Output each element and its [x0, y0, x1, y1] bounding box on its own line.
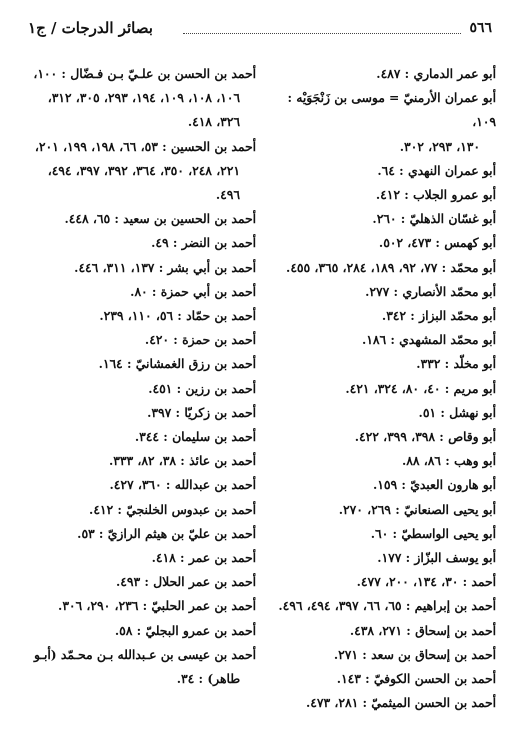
index-entry-text: أحمد بن إسحاق بن سعد : ٢٧١. [333, 646, 496, 662]
index-entry-text: أحمد بن حمّاد : ٥٦، ١١٠، ٢٣٩. [99, 308, 256, 324]
index-entry-text: أحمد بن الحسين بن سعيد : ٦٥، ٤٤٨. [64, 211, 256, 227]
index-entry-text: أحمد بن أبي حمزة : ٨٠. [130, 283, 256, 299]
index-entry-text: أحمد بن رزين : ٤٥١. [148, 380, 256, 396]
index-entry [20, 256, 256, 280]
page-header [28, 14, 492, 42]
index-entry [20, 570, 256, 594]
index-entry [20, 449, 256, 473]
index-entry-text: أحمد بن إبراهيم : ٦٥، ٦٦، ٣٩٧، ٤٩٤، ٤٩٦. [278, 598, 496, 614]
index-entry [260, 401, 496, 425]
index-entry [20, 546, 256, 570]
index-entry [260, 183, 496, 207]
index-entry [260, 667, 496, 691]
index-entry-text: أبو مريم : ٤٠، ٨٠، ٣٢٤، ٤٢١. [345, 380, 496, 396]
index-entry-text: أبو غسّان الذهليّ : ٢٦٠. [372, 211, 496, 227]
index-entry-text: أحمد بن زكريّا : ٣٩٧. [147, 404, 256, 420]
index-entry-text: أحمد بن سليمان : ٣٤٤. [134, 429, 256, 445]
index-entry [260, 280, 496, 304]
index-entry-text: أحمد بن النضر : ٤٩. [151, 235, 256, 251]
book-title: بصائر الدرجات / ج١ [28, 19, 153, 37]
index-entry [20, 522, 256, 546]
index-entry [260, 231, 496, 255]
index-column-right [260, 62, 496, 715]
index-entry [260, 546, 496, 570]
index-entry-text: أبو عمران النهدي : ٦٤. [377, 162, 496, 178]
index-entry-text: أحمد بن إسحاق : ٢٧١، ٤٣٨. [349, 622, 496, 638]
index-entry [20, 377, 256, 401]
index-entry-text: أبو وهب : ٨٦، ٨٨. [401, 453, 496, 469]
index-entry [20, 135, 256, 208]
index-entry [260, 691, 496, 715]
index-entry-text: أبو هارون العبديّ : ١٥٩. [373, 477, 496, 493]
index-entry-continuation: ١٠٦، ١٠٨، ١٠٩، ١٩٤، ٢٩٣، ٣٠٥، ٣١٢، [47, 90, 240, 106]
index-entry-text: أحمد بن عمرو البجليّ : ٥٨. [114, 622, 256, 638]
index-entry-text: أبو محمّد المشهدي : ١٨٦. [361, 332, 496, 348]
index-entry-continuation: ٣٢٦، ٤١٨. [187, 114, 240, 130]
index-entry-text: أبو نهشل : ٥١. [418, 404, 496, 420]
index-entry [260, 207, 496, 231]
index-entry [260, 86, 496, 159]
index-entry [260, 425, 496, 449]
index-entry [260, 619, 496, 643]
index-entry [260, 643, 496, 667]
index-column-left [20, 62, 256, 691]
index-entry [260, 159, 496, 183]
index-entry [260, 473, 496, 497]
index-entry-continuation: ١٣٠، ٢٩٣، ٣٠٢. [399, 138, 480, 154]
index-entry-text: أبو عمر الدماري : ٤٨٧. [376, 66, 496, 81]
index-entry [20, 643, 256, 691]
index-entry [260, 594, 496, 618]
index-entry-text: أبو مخلّد : ٣٣٢. [416, 356, 496, 372]
index-entry-text: أحمد بن عبدالله : ٣٦٠، ٤٢٧. [109, 477, 256, 493]
index-entry-text: أحمد بن أبي بشر : ١٣٧، ٣١١، ٤٤٦. [74, 259, 256, 275]
index-entry [20, 425, 256, 449]
index-entry-text: أبو عمران الأرمنيّ = موسى بن زَنْجَوَيْه : ١٠٩، [287, 90, 496, 130]
index-entry-text: أبو محمّد : ٧٧، ٩٢، ١٨٩، ٢٨٤، ٣٦٥، ٤٥٥. [286, 259, 496, 275]
index-entry-text: أحمد بن عمر الحلال : ٤٩٣. [115, 574, 256, 590]
index-entry-text: أحمد بن الحسين : ٥٣، ٦٦، ١٩٨، ١٩٩، ٢٠١، [34, 138, 256, 154]
index-entry-continuation: ٤٩٦. [215, 187, 240, 203]
index-entry [260, 498, 496, 522]
index-entry [20, 594, 256, 618]
index-entry-text: أبو عمرو الجلاب : ٤١٢. [375, 187, 496, 203]
index-entry-text: أحمد بن الحسن الميثميّ : ٢٨١، ٤٧٣. [306, 695, 496, 711]
index-entry [260, 256, 496, 280]
index-entry [260, 522, 496, 546]
index-entry [20, 62, 256, 135]
index-entry-continuation: طاهر) : ٣٤. [176, 671, 240, 687]
index-entry-text: أحمد بن عمر : ٤١٨. [151, 550, 256, 566]
index-entry-text: أبو يحيى الواسطيّ : ٦٠. [370, 525, 496, 541]
index-entry-text: أبو كهمس : ٤٧٣، ٥٠٢. [378, 235, 496, 251]
index-entry-text: أحمد بن حمزة : ٤٢٠. [144, 332, 256, 348]
index-entry-text: أبو محمّد الأنصاري : ٢٧٧. [365, 283, 496, 299]
index-entry-continuation: ٢٢١، ٢٤٨، ٣٥٠، ٣٦٤، ٣٩٢، ٣٩٧، ٤٩٤، [47, 162, 240, 178]
index-entry [260, 328, 496, 352]
header-dotted-leader [183, 23, 462, 34]
index-entry-text: أحمد : ٣٠، ١٣٤، ٢٠٠، ٤٧٧. [356, 574, 496, 590]
index-entry [20, 401, 256, 425]
index-entry-text: أحمد بن الحسن الكوفيّ : ١٤٣. [336, 671, 496, 687]
index-entry [20, 231, 256, 255]
index-entry [260, 449, 496, 473]
index-entry-text: أبو وقاص : ٣٩٨، ٣٩٩، ٤٢٢. [354, 429, 496, 445]
index-entry-text: أبو يحيى الصنعانيّ : ٢٦٩، ٢٧٠. [338, 501, 496, 517]
index-entry [20, 619, 256, 643]
index-entry [260, 352, 496, 376]
running-header [153, 20, 492, 36]
index-entry [20, 498, 256, 522]
index-entry-text: أبو محمّد البزاز : ٣٤٢. [381, 308, 496, 324]
index-entry-text: أبو يوسف البزّاز : ١٧٧. [377, 550, 496, 566]
index-entry-text: أحمد بن عبدوس الخلنجيّ : ٤١٢. [89, 501, 256, 517]
index-entry [260, 377, 496, 401]
index-entry [20, 473, 256, 497]
index-entry-text: أحمد بن عمر الحلبيّ : ٢٣٦، ٢٩٠، ٣٠٦. [58, 598, 256, 614]
index-entry-text: أحمد بن عليّ بن هيثم الرازيّ : ٥٣. [77, 525, 256, 541]
index-entry [20, 280, 256, 304]
index-entry [20, 328, 256, 352]
index-entry [20, 304, 256, 328]
index-entry-text: أحمد بن رزق الغمشانيّ : ١٦٤. [98, 356, 256, 372]
index-entry [20, 352, 256, 376]
index-entry-text: أحمد بن عيسى بن عـبدالله بـن محـمّد (أبـو [33, 646, 256, 662]
index-entry [260, 62, 496, 86]
index-entry [20, 207, 256, 231]
index-entry [260, 304, 496, 328]
index-entry-text: أحمد بن الحسن بن علـيّ بـن فـضّال : ١٠٠، [33, 66, 256, 81]
index-entry [260, 570, 496, 594]
index-entry-text: أحمد بن عائذ : ٣٨، ٨٢، ٣٣٣. [108, 453, 256, 469]
page-number: ٥٦٦ [469, 20, 492, 36]
